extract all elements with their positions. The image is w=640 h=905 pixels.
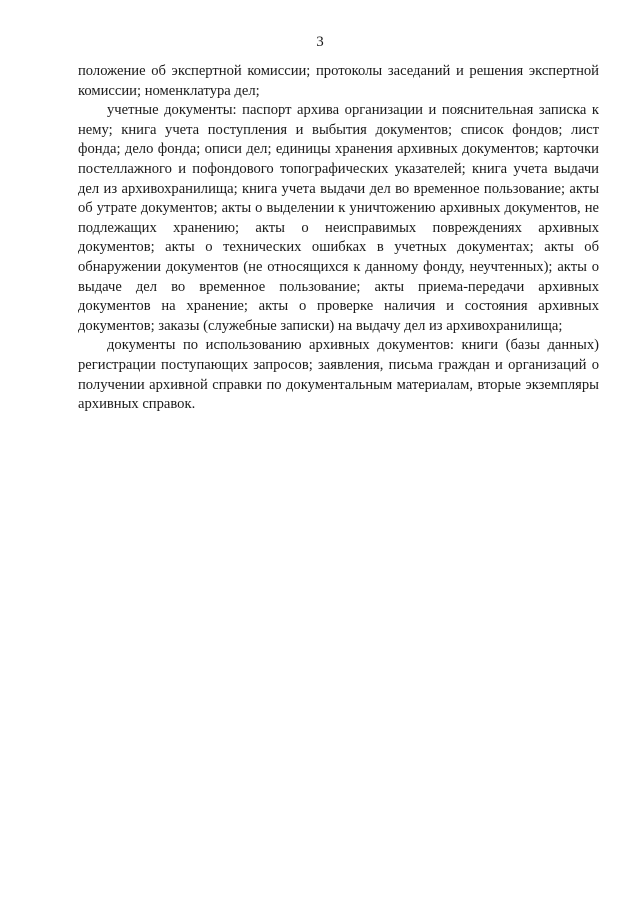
paragraph-usage-documents: документы по использованию архивных документов: книги (базы данных) регистрации поступающих запросов; заявления, письма граждан и организаций о получении архивной справки по документальным материалам, вторые экземпляры архивных справок. — [78, 337, 599, 413]
page-number: 3 — [316, 34, 324, 50]
paragraph-accounting-documents: учетные документы: паспорт архива организации и пояснительная записка к нему; книга учета поступления и выбытия документов; список фондов; лист фонда; дело фонда; описи дел; единицы хранения архивных документов; карточки постеллажного и пофондового топографических указателей; книга учета выдачи дел из архивохранилища; книга учета выдачи дел во временное пользование; акты об утрате документов; акты о выделении к уничтожению архивных документов, не подлежащих хранению; акты о неисправимых повреждениях архивных документов; акты о технических ошибках в учетных документах; акты об обнаружении документов (не относящихся к данному фонду, неучтенных); акты о выдаче дел во временное пользование; акты приема-передачи архивных документов на хранение; акты о проверке наличия и состояния архивных документов; заказы (служебные записки) на выдачу дел из архивохранилища; — [78, 102, 599, 334]
paragraph-expert-commission: положение об экспертной комиссии; протоколы заседаний и решения экспертной комиссии; номенклатура дел; — [78, 63, 599, 99]
document-body — [78, 62, 599, 415]
